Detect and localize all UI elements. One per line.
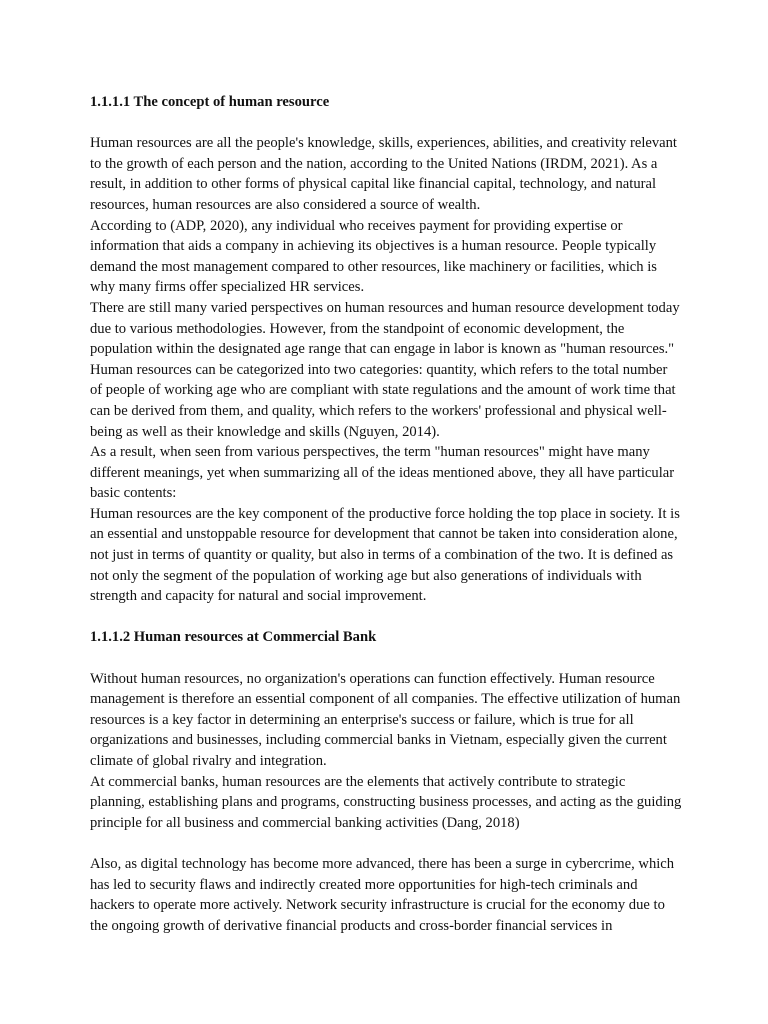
document-page bbox=[90, 92, 682, 936]
paragraph: As a result, when seen from various perspectives, the term "human resources" might have many different meanings, yet when summarizing all of the ideas mentioned above, they all have particular basic contents: bbox=[90, 444, 675, 502]
paragraph: Human resources are all the people's knowledge, skills, experiences, abilities, and creativity relevant to the growth of each person and the nation, according to the United Nations (IRDM, 2021). As a result, in addition to other forms of physical capital like financial capital, technology, and natural resources, human resources are also considered a source of wealth. bbox=[90, 135, 677, 213]
paragraph: There are still many varied perspectives on human resources and human resource development today due to various methodologies. However, from the standpoint of economic development, the population within the designated age range that can engage in labor is known as "human resources." Human resources can be categorized into two categories: quantity, which refers to the total number of people of working age who are compliant with state regulations and the amount of work time that can be derived from them, and quality, which refers to the workers' professional and physical well-being as well as their knowledge and skills (Nguyen, 2014). bbox=[90, 299, 680, 440]
section-heading-commercial-bank: 1.1.1.2 Human resources at Commercial Bank bbox=[90, 629, 377, 646]
paragraph: Without human resources, no organization's operations can function effectively. Human resource management is therefore an essential component of all companies. The effective utilization of human resources is a key factor in determining an enterprise's success or failure, which is true for all organizations and businesses, including commercial banks in Vietnam, especially given the current climate of global rivalry and integration. bbox=[90, 670, 681, 769]
paragraph: At commercial banks, human resources are the elements that actively contribute to strategic planning, establishing plans and programs, constructing business processes, and acting as the guiding principle for all business and commercial banking activities (Dang, 2018) bbox=[90, 773, 682, 831]
section-heading-concept: 1.1.1.1 The concept of human resource bbox=[90, 94, 330, 110]
paragraph-spacer bbox=[90, 607, 682, 628]
paragraph: Human resources are the key component of the productive force holding the top place in society. It is an essential and unstoppable resource for development that cannot be taken into consideration alone, not just in terms of quantity or quality, but also in terms of a combination of the two. It is defined as not only the segment of the population of working age but also generations of individuals with strength and capacity for natural and social improvement. bbox=[90, 505, 680, 605]
paragraph: According to (ADP, 2020), any individual who receives payment for providing expertise or information that aids a company in achieving its objectives is a human resource. People typically demand the most management compared to other resources, like machinery or facilities, which is why many firms offer specialized HR services. bbox=[90, 217, 657, 296]
paragraph-spacer bbox=[90, 833, 682, 854]
paragraph: Also, as digital technology has become more advanced, there has been a surge in cybercrime, which has led to security flaws and indirectly created more opportunities for high-tech criminals and hackers to operate more actively. Network security infrastructure is crucial for the economy due to the ongoing growth of derivative financial products and cross-border financial services in bbox=[90, 855, 675, 934]
